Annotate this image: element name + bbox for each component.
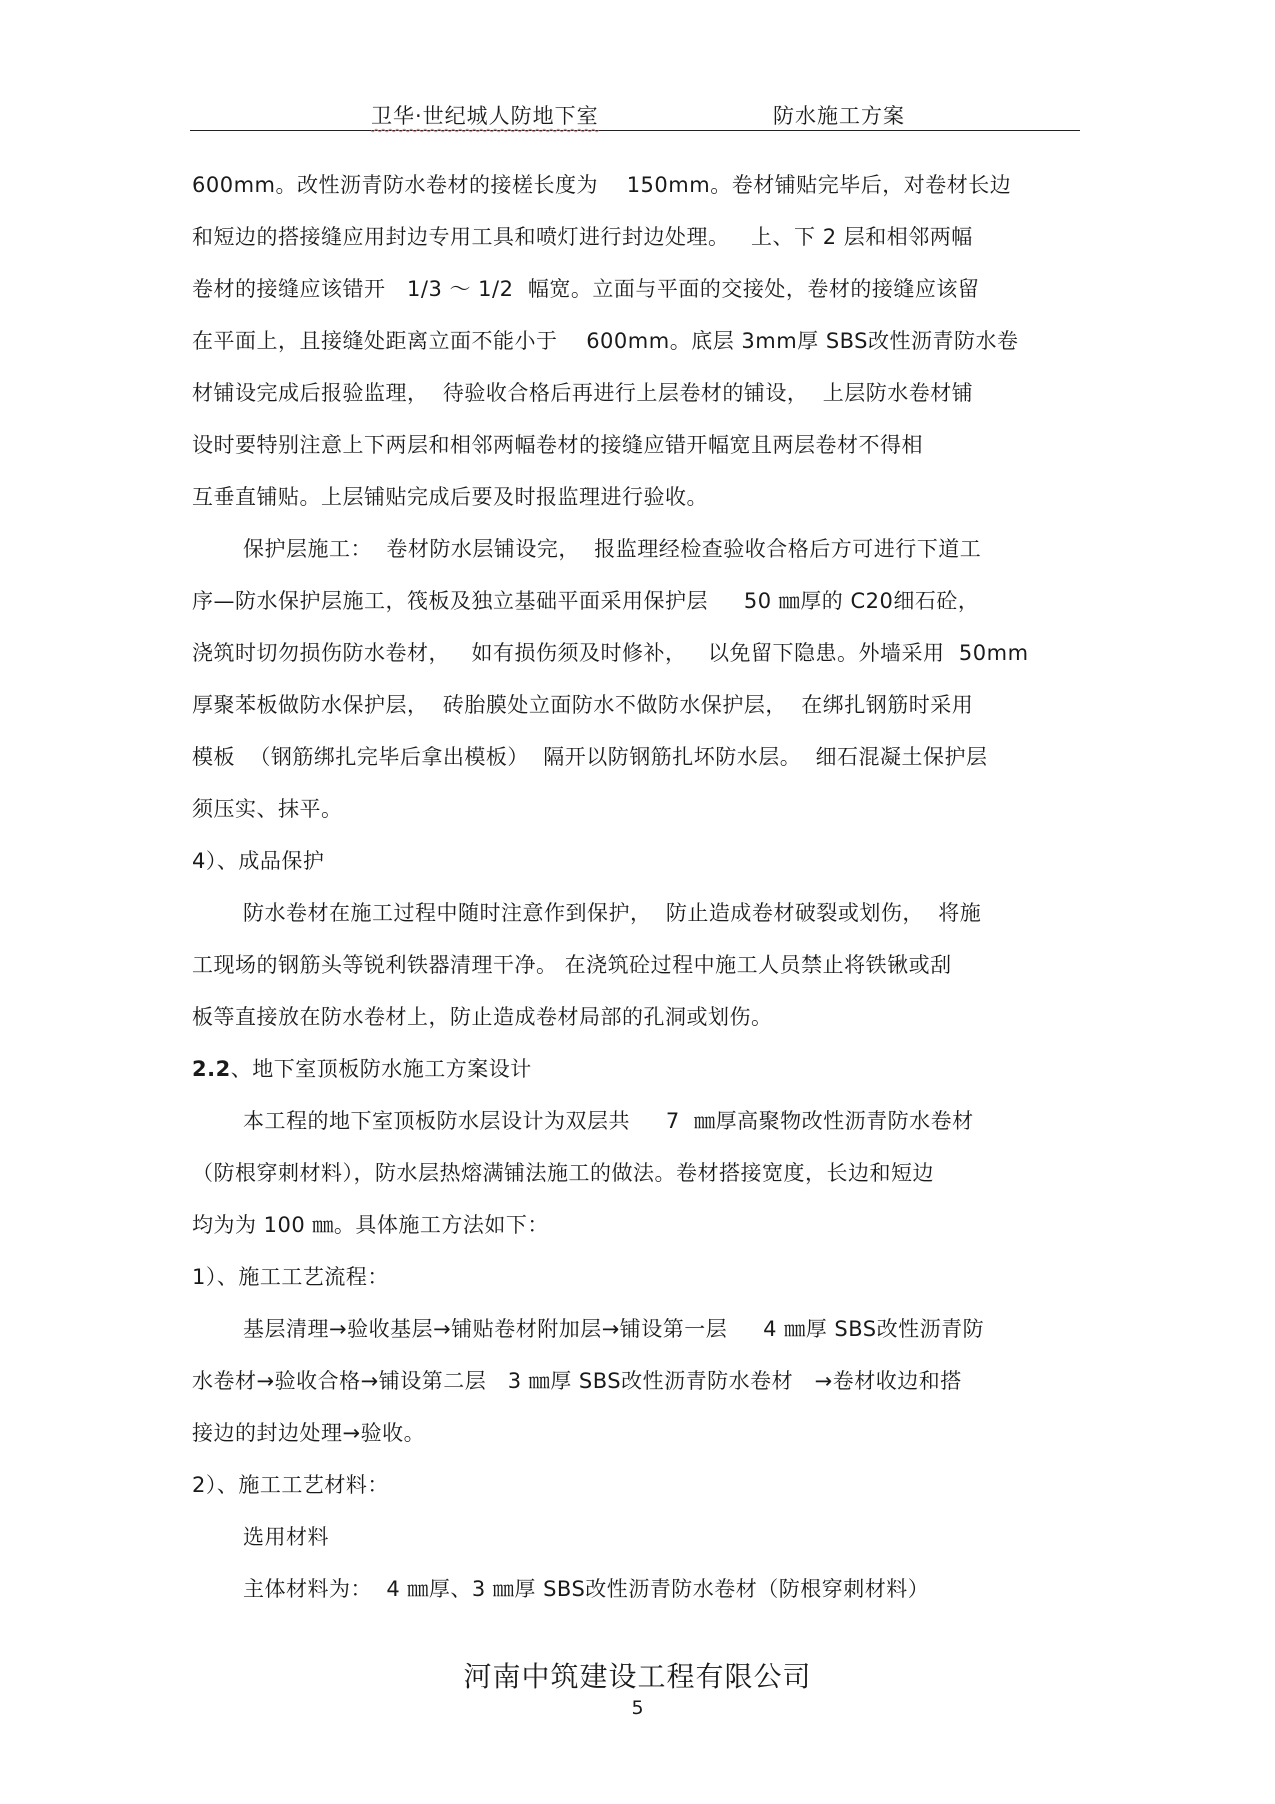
page-header — [190, 96, 1080, 131]
body-line: 浇筑时切勿损伤防水卷材， 如有损伤须及时修补， 以免留下隐患。外墙采用 50mm — [192, 641, 1029, 665]
body-line: 主体材料为： 4 ㎜厚、3 ㎜厚 SBS改性沥青防水卷材（防根穿刺材料） — [243, 1577, 930, 1601]
body-line: 厚聚苯板做防水保护层， 砖胎膜处立面防水不做防水保护层， 在绑扎钢筋时采用 — [192, 693, 974, 717]
body-line: 接边的封边处理→验收。 — [192, 1421, 426, 1445]
body-line: 选用材料 — [243, 1525, 329, 1549]
section-heading: 4）、成品保护 — [192, 849, 325, 873]
body-line: 板等直接放在防水卷材上，防止造成卷材局部的孔洞或划伤。 — [192, 1005, 773, 1029]
body-line: 设时要特别注意上下两层和相邻两幅卷材的接缝应错开幅宽且两层卷材不得相 — [192, 433, 923, 457]
body-line: 600mm。改性沥青防水卷材的接槎长度为 150mm。卷材铺贴完毕后，对卷材长边 — [192, 173, 1012, 197]
header-project-title: 卫华·世纪城人防地下室 — [371, 104, 599, 128]
section-number: 2.2 — [192, 1057, 231, 1081]
body-line: 基层清理→验收基层→铺贴卷材附加层→铺设第一层 4 ㎜厚 SBS改性沥青防 — [243, 1317, 985, 1341]
body-line: 和短边的搭接缝应用封边专用工具和喷灯进行封边处理。 上、下 2 层和相邻两幅 — [192, 225, 973, 249]
body-line: 互垂直铺贴。上层铺贴完成后要及时报监理进行验收。 — [192, 485, 708, 509]
section-heading: 2.2、地下室顶板防水施工方案设计 — [192, 1057, 532, 1081]
section-heading: 1）、施工工艺流程： — [192, 1265, 389, 1289]
body-line: 模板 （钢筋绑扎完毕后拿出模板） 隔开以防钢筋扎坏防水层。 细石混凝土保护层 — [192, 745, 988, 769]
section-heading: 2）、施工工艺材料： — [192, 1473, 389, 1497]
body-line: 材铺设完成后报验监理， 待验收合格后再进行上层卷材的铺设， 上层防水卷材铺 — [192, 381, 974, 405]
body-line: 保护层施工： 卷材防水层铺设完， 报监理经检查验收合格后方可进行下道工 — [243, 537, 982, 561]
page-number: 5 — [631, 1697, 644, 1719]
body-line: 序—防水保护层施工，筏板及独立基础平面采用保护层 50 ㎜厚的 C20细石砼， — [192, 589, 980, 613]
body-line: 本工程的地下室顶板防水层设计为双层共 7 ㎜厚高聚物改性沥青防水卷材 — [243, 1109, 974, 1133]
body-line: 水卷材→验收合格→铺设第二层 3 ㎜厚 SBS改性沥青防水卷材 →卷材收边和搭 — [192, 1369, 962, 1393]
body-line: 须压实、抹平。 — [192, 797, 343, 821]
body-line: 防水卷材在施工过程中随时注意作到保护， 防止造成卷材破裂或划伤， 将施 — [243, 901, 982, 925]
footer-company: 河南中筑建设工程有限公司 — [463, 1660, 812, 1693]
body-line: 在平面上，且接缝处距离立面不能小于 600mm。底层 3mm厚 SBS改性沥青防水卷 — [192, 329, 1019, 353]
body-line: 均为为 100 ㎜。具体施工方法如下： — [192, 1213, 549, 1237]
body-line: 卷材的接缝应该错开 1/3 ～ 1/2 幅宽。立面与平面的交接处，卷材的接缝应该留 — [192, 277, 980, 301]
header-document-title: 防水施工方案 — [773, 104, 905, 128]
body-line: 工现场的钢筋头等锐利铁器清理干净。 在浇筑砼过程中施工人员禁止将铁锹或刮 — [192, 953, 952, 977]
body-line: （防根穿刺材料），防水层热熔满铺法施工的做法。卷材搭接宽度，长边和短边 — [192, 1161, 934, 1185]
